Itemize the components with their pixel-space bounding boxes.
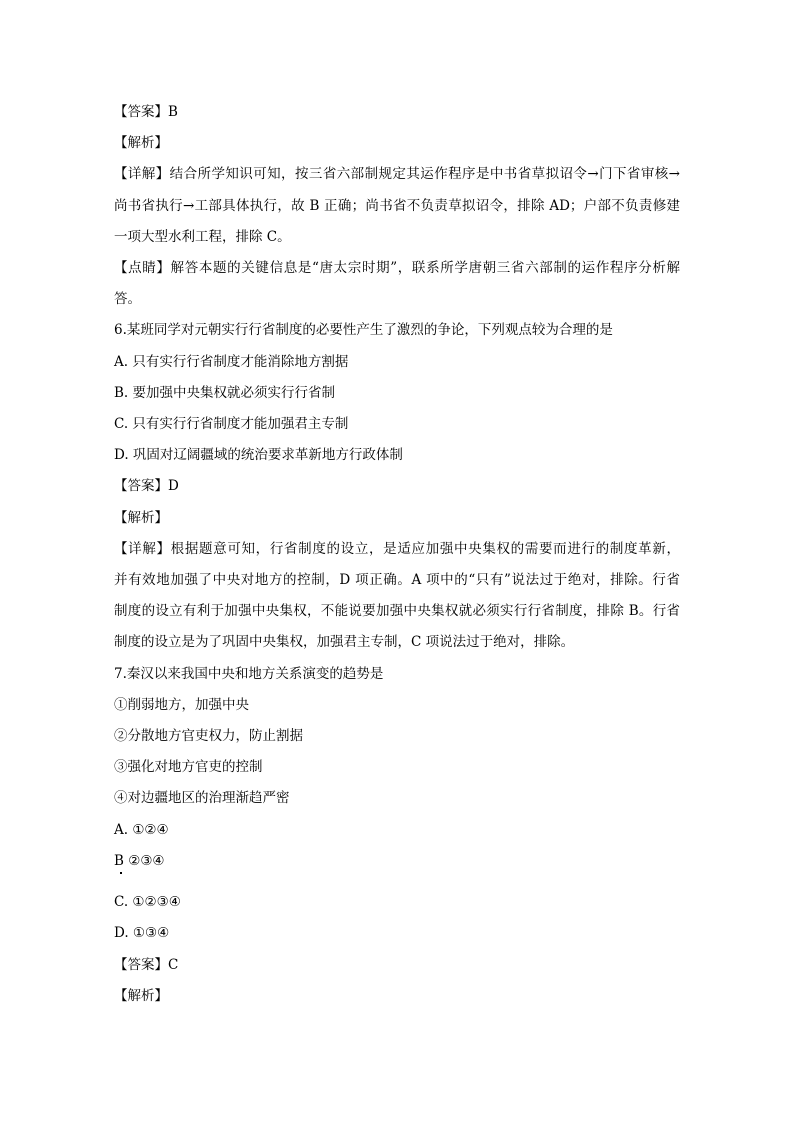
q7-option-b: B ②③④: [114, 853, 165, 869]
q6-option-c: C. 只有实行行省制度才能加强君主专制: [114, 416, 349, 432]
answer-label-q6: 【答案】D: [114, 478, 179, 494]
explanation-q5-line3: 一项大型水利工程，排除 C。: [114, 229, 291, 245]
explanation-q6-line1: 【详解】根据题意可知，行省制度的设立，是适应加强中央集权的需要而进行的制度革新，: [114, 541, 680, 557]
explanation-q5-line2: 尚书省执行→工部具体执行，故 B 正确；尚书省不负责草拟诏令，排除 AD；户部不负责修建: [114, 198, 680, 214]
explanation-q6-line2: 并有效地加强了中央对地方的控制，D 项正确。A 项中的“只有”说法过于绝对，排除。行省: [114, 572, 680, 588]
q7-option-a: A. ①②④: [114, 822, 169, 838]
analysis-label-q5: 【解析】: [114, 135, 168, 151]
explanation-q6-line4: 制度的设立是为了巩固中央集权，加强君主专制，C 项说法过于绝对，排除。: [114, 634, 575, 650]
explanation-q6-line3: 制度的设立有利于加强中央集权，不能说要加强中央集权就必须实行行省制度，排除 B。行省: [114, 603, 680, 619]
q7-statement-3: ③强化对地方官吏的控制: [114, 759, 263, 775]
answer-label-q5: 【答案】B: [114, 104, 178, 120]
question-7: 7.秦汉以来我国中央和地方关系演变的趋势是: [114, 666, 384, 682]
q6-option-a: A. 只有实行行省制度才能消除地方割据: [114, 354, 349, 370]
tip-q5-line1: 【点睛】解答本题的关键信息是“唐太宗时期”，联系所学唐朝三省六部制的运作程序分析解: [114, 260, 680, 276]
stray-dot: [120, 872, 122, 874]
q7-option-d: D. ①③④: [114, 925, 170, 941]
analysis-label-q7: 【解析】: [114, 988, 168, 1004]
explanation-q5-line1: 【详解】结合所学知识可知，按三省六部制规定其运作程序是中书省草拟诏令→门下省审核→: [114, 166, 680, 182]
q7-statement-2: ②分散地方官吏权力，防止割据: [114, 728, 303, 744]
q7-statement-1: ①削弱地方，加强中央: [114, 697, 249, 713]
analysis-label-q6: 【解析】: [114, 510, 168, 526]
question-6: 6.某班同学对元朝实行行省制度的必要性产生了激烈的争论，下列观点较为合理的是: [114, 322, 613, 338]
q7-option-c: C. ①②③④: [114, 894, 181, 910]
q6-option-d: D. 巩固对辽阔疆域的统治要求革新地方行政体制: [114, 447, 403, 463]
q7-statement-4: ④对边疆地区的治理渐趋严密: [114, 790, 290, 806]
q6-option-b: B. 要加强中央集权就必须实行行省制: [114, 385, 336, 401]
answer-label-q7: 【答案】C: [114, 957, 179, 973]
tip-q5-line2: 答。: [114, 291, 141, 307]
